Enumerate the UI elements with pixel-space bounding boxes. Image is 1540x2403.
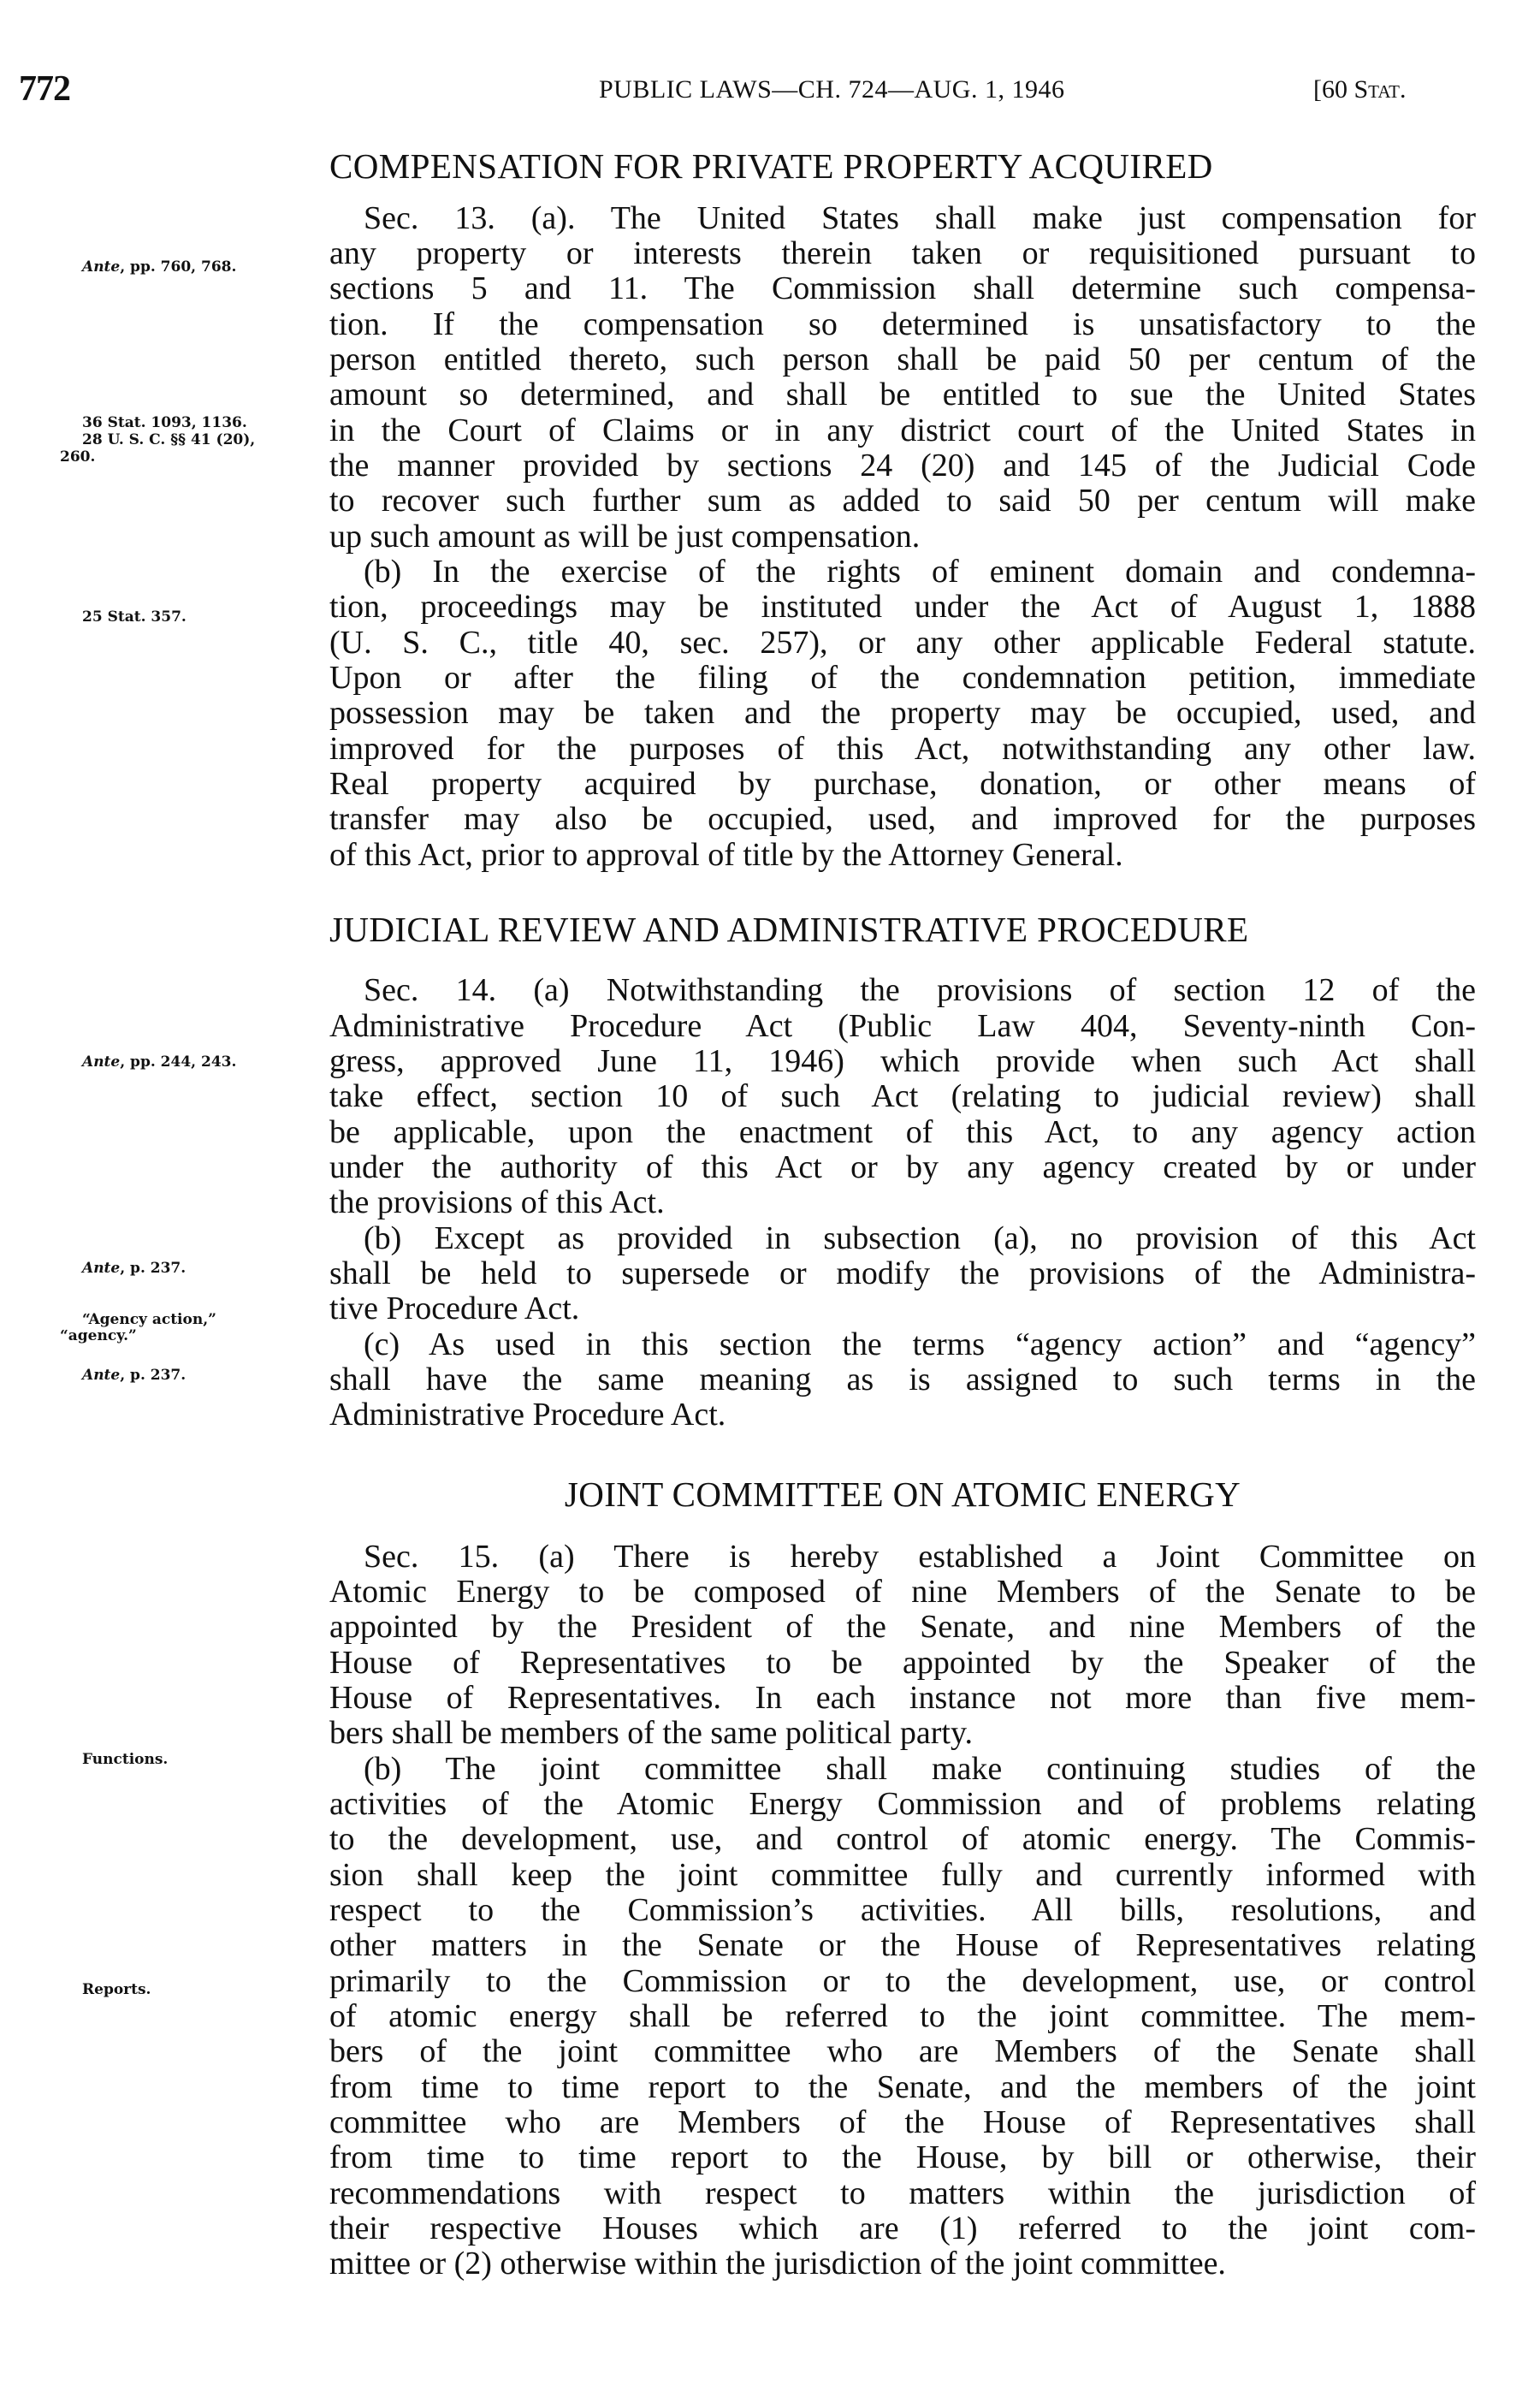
text-line: House of Representatives to be appointed by the Speaker of the <box>329 1645 1476 1681</box>
text-line: to the development, use, and control of atomic energy. The Commis- <box>329 1821 1476 1857</box>
margin-note-ante-237-b: Ante, p. 237. <box>82 1367 187 1384</box>
text-line: (b) The joint committee shall make continuing studies of the <box>364 1751 1476 1787</box>
text-line: improved for the purposes of this Act, notwithstanding any other law. <box>329 731 1476 767</box>
text-line: of atomic energy shall be referred to the joint committee. The mem- <box>329 1998 1476 2034</box>
text-line: recommendations with respect to matters within the jurisdiction of <box>329 2175 1476 2211</box>
text-line: shall have the same meaning as is assigned to such terms in the <box>329 1362 1476 1397</box>
text-line: other matters in the Senate or the House of Representatives relating <box>329 1927 1476 1963</box>
margin-note-260: 260. <box>60 448 96 466</box>
text-line: (c) As used in this section the terms “agency action” and “agency” <box>364 1326 1476 1362</box>
text-line: Administrative Procedure Act (Public Law 404, Seventy-ninth Con- <box>329 1008 1476 1044</box>
text-line: mittee or (2) otherwise within the jurisdiction of the joint committee. <box>329 2246 1226 2281</box>
margin-note-agency-action: “Agency action,” <box>82 1311 216 1328</box>
text-line: gress, approved June 11, 1946) which provide when such Act shall <box>329 1043 1476 1079</box>
margin-note-25-stat: 25 Stat. 357. <box>82 608 187 626</box>
text-line: up such amount as will be just compensation. <box>329 519 921 555</box>
section-heading-judicial-review: JUDICIAL REVIEW AND ADMINISTRATIVE PROCEDURE <box>329 910 1249 949</box>
text-line: transfer may also be occupied, used, and improved for the purposes <box>329 801 1476 837</box>
text-line: Upon or after the filing of the condemnation petition, immediate <box>329 660 1476 696</box>
text-line: Sec. 14. (a) Notwithstanding the provisions of section 12 of the <box>364 972 1476 1008</box>
text-line: primarily to the Commission or to the development, use, or control <box>329 1963 1476 1999</box>
text-line: shall be held to supersede or modify the provisions of the Administra- <box>329 1255 1476 1291</box>
running-title: PUBLIC LAWS—CH. 724—AUG. 1, 1946 <box>599 75 1065 104</box>
text-line: sections 5 and 11. The Commission shall determine such compensa- <box>329 270 1476 306</box>
text-line: (U. S. C., title 40, sec. 257), or any other applicable Federal statute. <box>329 625 1476 661</box>
margin-note-ante-237: Ante, p. 237. <box>82 1260 187 1277</box>
text-line: committee who are Members of the House of Representatives shall <box>329 2104 1476 2140</box>
margin-note-agency: “agency.” <box>60 1327 137 1344</box>
text-line: tion, proceedings may be instituted under the Act of August 1, 1888 <box>329 589 1476 625</box>
text-line: (b) In the exercise of the rights of eminent domain and condemna- <box>364 554 1476 590</box>
text-line: sion shall keep the joint committee fully and currently informed with <box>329 1857 1476 1893</box>
text-line: Sec. 15. (a) There is hereby established a Joint Committee on <box>364 1539 1476 1575</box>
text-line: Real property acquired by purchase, donation, or other means of <box>329 766 1476 802</box>
margin-note-reports: Reports. <box>82 1981 151 1998</box>
text-line: appointed by the President of the Senate, and nine Members of the <box>329 1609 1476 1645</box>
text-line: bers shall be members of the same political party. <box>329 1715 974 1751</box>
text-line: (b) Except as provided in subsection (a), no provision of this Act <box>364 1220 1476 1256</box>
text-line: of this Act, prior to approval of title by the Attorney General. <box>329 837 1123 873</box>
text-line: tive Procedure Act. <box>329 1290 580 1326</box>
text-line: to recover such further sum as added to said 50 per centum will make <box>329 483 1476 519</box>
text-line: any property or interests therein taken or requisitioned pursuant to <box>329 235 1476 271</box>
volume-reference: [60 Stat. <box>1313 75 1407 104</box>
text-line: tion. If the compensation so determined is unsatisfactory to the <box>329 306 1476 342</box>
text-line: the manner provided by sections 24 (20) and 145 of the Judicial Code <box>329 448 1476 484</box>
margin-note-ante-760: Ante, pp. 760, 768. <box>82 258 237 276</box>
text-line: Atomic Energy to be composed of nine Members of the Senate to be <box>329 1574 1476 1610</box>
margin-note-36-stat: 36 Stat. 1093, 1136. <box>82 414 247 431</box>
text-line: in the Court of Claims or in any district court of the United States in <box>329 412 1476 448</box>
text-line: under the authority of this Act or by any agency created by or under <box>329 1149 1476 1185</box>
text-line: be applicable, upon the enactment of this Act, to any agency action <box>329 1114 1476 1150</box>
margin-note-functions: Functions. <box>82 1751 169 1768</box>
text-line: activities of the Atomic Energy Commission and of problems relating <box>329 1786 1476 1822</box>
text-line: possession may be taken and the property may be occupied, used, and <box>329 695 1476 731</box>
text-line: the provisions of this Act. <box>329 1184 665 1220</box>
text-line: bers of the joint committee who are Members of the Senate shall <box>329 2033 1476 2069</box>
text-line: from time to time report to the Senate, and the members of the joint <box>329 2069 1476 2105</box>
text-line: take effect, section 10 of such Act (relating to judicial review) shall <box>329 1078 1476 1114</box>
text-line: person entitled thereto, such person shall be paid 50 per centum of the <box>329 341 1476 377</box>
text-line: House of Representatives. In each instance not more than five mem- <box>329 1680 1476 1716</box>
page-number: 772 <box>19 69 70 109</box>
text-line: Administrative Procedure Act. <box>329 1397 726 1433</box>
section-heading-compensation: COMPENSATION FOR PRIVATE PROPERTY ACQUIRED <box>329 146 1213 186</box>
margin-note-28-usc: 28 U. S. C. §§ 41 (20), <box>82 431 256 448</box>
text-line: Sec. 13. (a). The United States shall make just compensation for <box>364 200 1476 236</box>
section-heading-joint-committee: JOINT COMMITTEE ON ATOMIC ENERGY <box>564 1474 1241 1514</box>
text-line: from time to time report to the House, by bill or otherwise, their <box>329 2139 1476 2175</box>
text-line: amount so determined, and shall be entitled to sue the United States <box>329 377 1476 412</box>
text-line: respect to the Commission’s activities. All bills, resolutions, and <box>329 1892 1476 1928</box>
margin-note-ante-244: Ante, pp. 244, 243. <box>82 1053 237 1071</box>
text-line: their respective Houses which are (1) referred to the joint com- <box>329 2210 1476 2246</box>
